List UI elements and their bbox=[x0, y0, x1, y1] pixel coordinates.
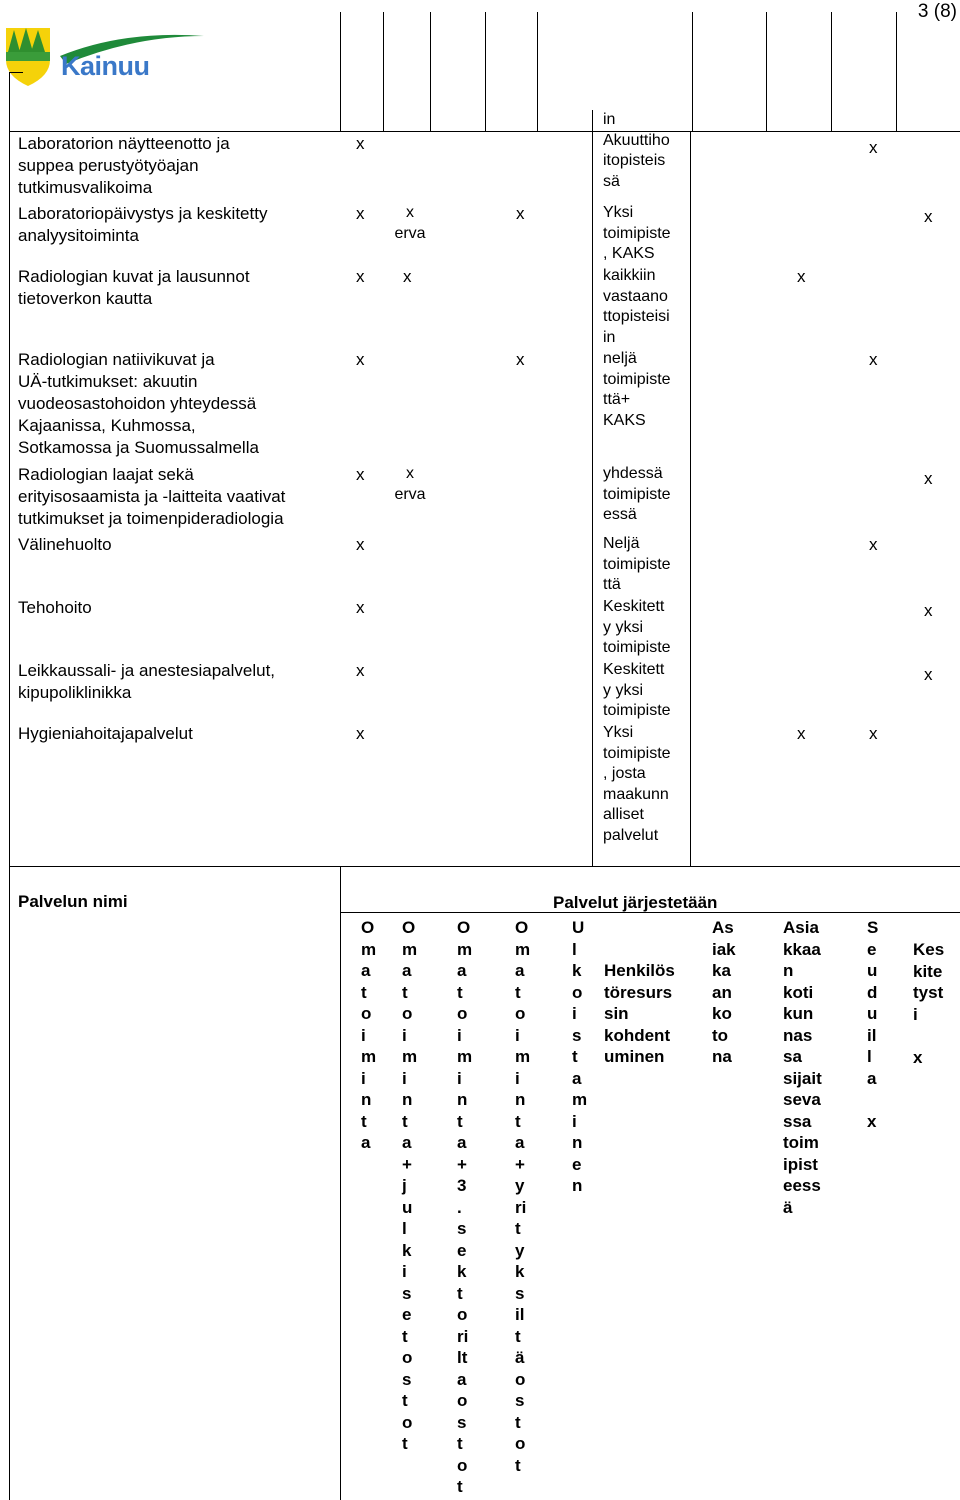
page-number: 3 (8) bbox=[917, 1, 957, 22]
col-centralized: Kes kite tyst i x bbox=[913, 940, 945, 1067]
mark-customer-home: x bbox=[797, 267, 806, 286]
col-customer-home: As iak ka an ko to na bbox=[712, 918, 736, 1066]
col-own-activity: O m a t o i m i n t a bbox=[361, 918, 377, 1152]
service-name: Välinehuolto bbox=[18, 535, 112, 554]
mark-own-activity: x bbox=[356, 465, 365, 484]
service-name: Laboratoriopäivystys ja keskitetty analyysitoiminta bbox=[18, 204, 268, 245]
location-note: Yksi toimipiste , josta maakunn alliset palvelut bbox=[603, 724, 671, 844]
mark-centralized: x bbox=[924, 207, 933, 226]
mark-centralized: x bbox=[924, 469, 933, 488]
service-name: Radiologian natiivikuvat ja UÄ-tutkimukset: akuutin vuodeosastohoidon yhteydessä Kajaanissa, Kuhmossa, Sotkamossa ja Suomussalmella bbox=[18, 350, 259, 457]
col-municipality-office: Asia kkaa n koti kun nas sa sijait seva ssa toim ipist eess ä bbox=[783, 918, 822, 1217]
col-own-plus-university: O m a t o i m i n t a + j u l k i s e t o s t o t bbox=[402, 918, 418, 1453]
service-name: Leikkaussali- ja anestesiapalvelut, kipupoliklinikka bbox=[18, 661, 276, 702]
col-own-plus-private: O m a t o i m i n t a + y ri t y k s il t ä o s t o t bbox=[515, 918, 531, 1475]
mark-tertiary-sector: x bbox=[516, 204, 525, 223]
service-name: Laboratorion näytteenotto ja suppea perustyötyöajan tutkimusvalikoima bbox=[18, 134, 230, 197]
arranged-header: Palvelut järjestetään bbox=[553, 893, 718, 912]
kainuu-logo bbox=[4, 22, 209, 92]
mark-own-activity: x bbox=[356, 535, 365, 554]
location-note: Neljä toimipiste ttä bbox=[603, 535, 671, 593]
mark-own-activity: x bbox=[356, 724, 365, 743]
location-note: kaikkiin vastaano ttopisteisi in bbox=[603, 267, 670, 346]
location-note: Yksi toimipiste , KAKS bbox=[603, 204, 671, 262]
col-staff-allocation: Henkilös töresurs sin kohdent uminen bbox=[604, 961, 675, 1066]
location-note: Keskitett y yksi toimipiste bbox=[603, 598, 671, 656]
service-name: Radiologian kuvat ja lausunnot tietoverkon kautta bbox=[18, 267, 250, 308]
location-note: neljä toimipiste ttä+ KAKS bbox=[603, 350, 671, 429]
mark-regional: x bbox=[869, 535, 878, 554]
service-name: Radiologian laajat sekä erityisosaamista ja -laitteita vaativat tutkimukset ja toimenpideradiologia bbox=[18, 465, 286, 528]
mark-own-activity: x bbox=[356, 350, 365, 369]
mark-university-hospital: x bbox=[403, 267, 412, 286]
mark-own-activity: x bbox=[356, 661, 365, 680]
mark-regional: x bbox=[869, 724, 878, 743]
location-note: yhdessä toimipiste essä bbox=[603, 465, 671, 523]
mark-own-activity: x bbox=[356, 134, 365, 153]
logo-wordmark: Kainuu bbox=[61, 51, 150, 81]
service-name: Hygieniahoitajapalvelut bbox=[18, 724, 193, 743]
mark-university-hospital: x erva bbox=[394, 465, 426, 503]
mark-regional: x bbox=[869, 350, 878, 369]
mark-own-activity: x bbox=[356, 598, 365, 617]
location-note: Keskitett y yksi toimipiste bbox=[603, 661, 671, 719]
mark-university-hospital: x erva bbox=[394, 204, 426, 242]
mark-centralized: x bbox=[924, 601, 933, 620]
service-name-header: Palvelun nimi bbox=[18, 892, 128, 911]
mark-own-activity: x bbox=[356, 267, 365, 286]
mark-own-activity: x bbox=[356, 204, 365, 223]
col-outsourcing: U l k o i s t a m i n e n bbox=[572, 918, 588, 1195]
mark-centralized: x bbox=[869, 138, 878, 157]
mark-customer-home: x bbox=[797, 724, 806, 743]
mark-tertiary-sector: x bbox=[516, 350, 525, 369]
service-name: Tehohoito bbox=[18, 598, 92, 617]
col-regional: S e u d u il l a x bbox=[867, 918, 879, 1131]
mark-centralized: x bbox=[924, 665, 933, 684]
location-note: in Akuuttiho itopisteis sä bbox=[603, 111, 670, 190]
col-own-plus-third-sector: O m a t o i m i n t a + 3 . s e k t o ri lt a o s t o t bbox=[457, 918, 473, 1496]
